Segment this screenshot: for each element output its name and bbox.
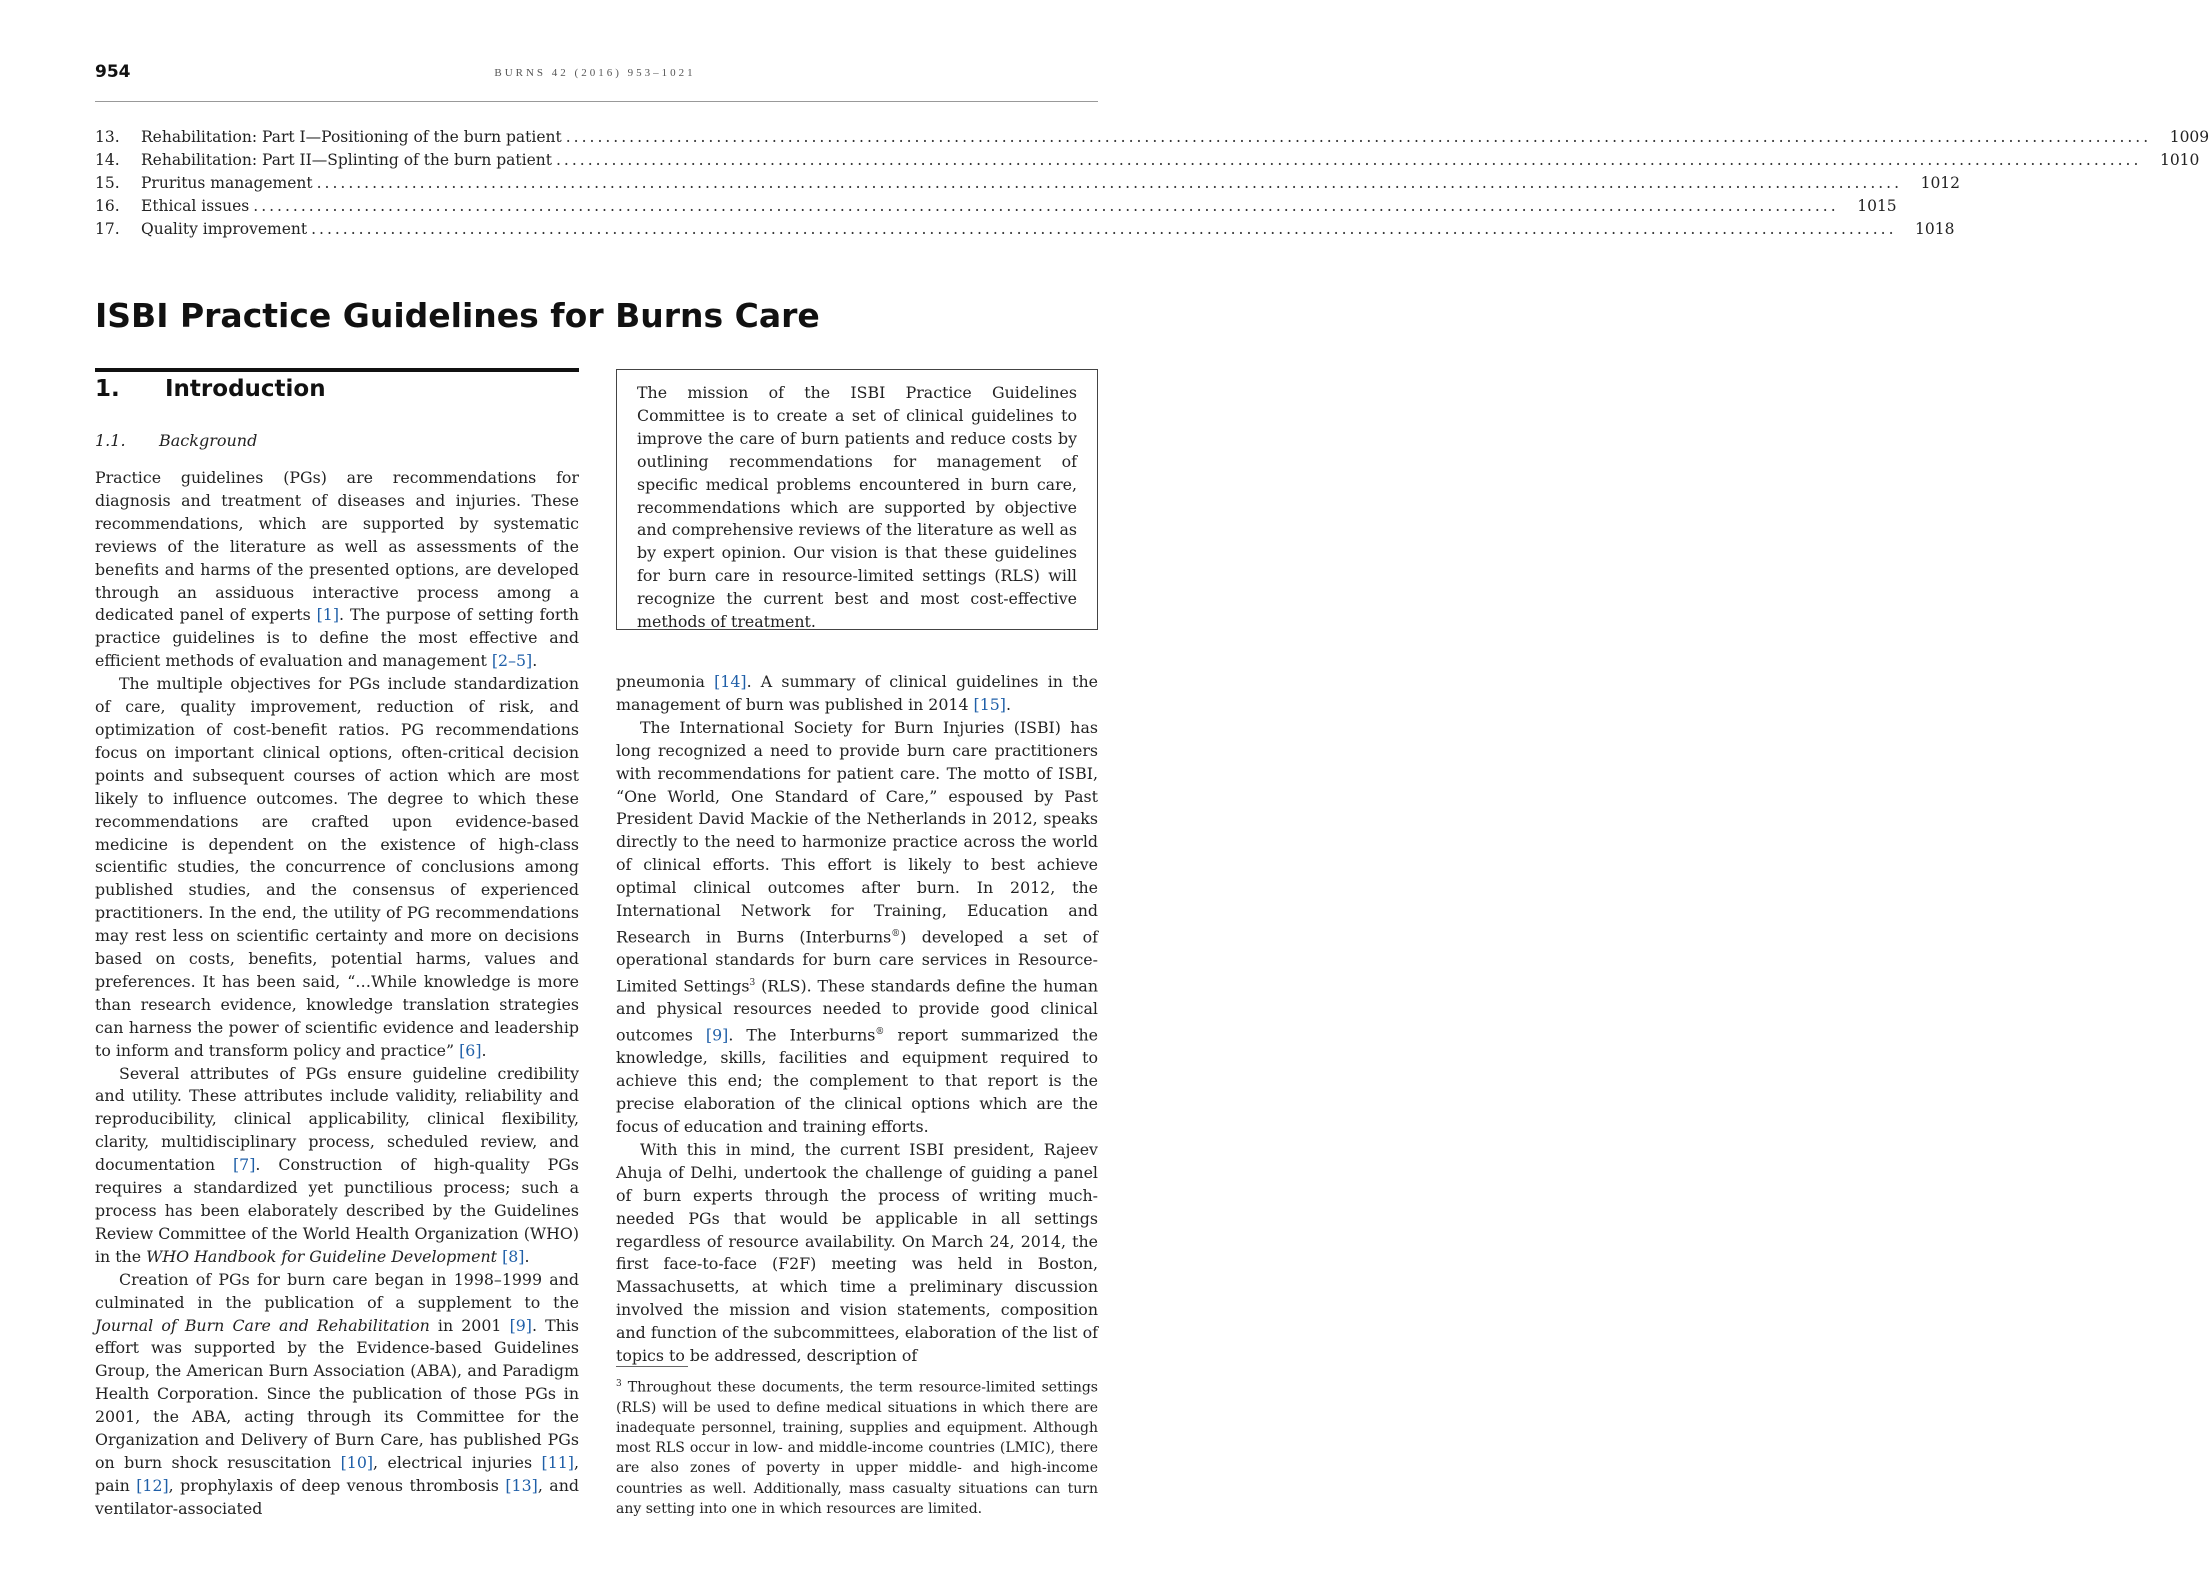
italic-text: Journal of Burn Care and Rehabilitation bbox=[95, 1315, 430, 1335]
toc-title: Quality improvement bbox=[141, 220, 308, 238]
toc-leader-dots: ........................................................................................................................................................................................................ bbox=[253, 197, 1839, 215]
toc-title: Rehabilitation: Part I—Positioning of the burn patient bbox=[141, 128, 562, 146]
body-paragraph bbox=[95, 1269, 579, 1521]
citation-link[interactable]: [2–5] bbox=[491, 651, 533, 671]
text-run: The International Society for Burn Injuries (ISBI) has long recognized a need to provide burn care practitioners with recommendations for patient care. The motto of ISBI, “One World, One Standard of Care,” espoused by Past President David Mackie of the Netherlands in 2012, speaks directly to the need to harmonize practice across the world of clinical efforts. This effort is likely to best achieve optimal clinical outcomes after burn. In 2012, the International Network for Training, Education and Research in Burns (Interburns bbox=[616, 717, 1098, 947]
text-run: Several attributes of PGs ensure guideline credibility and utility. These attributes include validity, reliability and reproducibility, clinical applicability, clinical flexibility, clarity, multidisciplinary process, scheduled review, and documentation bbox=[95, 1063, 579, 1175]
text-run: The multiple objectives for PGs include standardization of care, quality improvement, reduction of risk, and optimization of cost-benefit ratios. PG recommendations focus on important clinical options, often-critical decision points and subsequent courses of action which are most likely to influence outcomes. The degree to which these recommendations are crafted upon evidence-based medicine is dependent on the existence of high-class scientific studies, the concurrence of conclusions among published studies, and the consensus of experienced practitioners. In the end, the utility of PG recommendations may rest less on scientific certainty and more on decisions based on costs, benefits, potential harms, values and preferences. It has been said, “…While knowledge is more than research evidence, knowledge translation strategies can harness the power of scientific evidence and leadership to inform and transform policy and practice” bbox=[95, 674, 579, 1060]
body-paragraph bbox=[95, 467, 579, 673]
text-run: . The Interburns bbox=[728, 1025, 876, 1045]
text-run: , and ventilator-associated bbox=[95, 1475, 580, 1518]
subsection-title: Background bbox=[159, 431, 258, 450]
text-run: . bbox=[532, 651, 538, 671]
right-column-body bbox=[616, 671, 1098, 1368]
subsection-number: 1.1. bbox=[95, 431, 126, 450]
text-run: . Construction of high-quality PGs requires a standardized yet punctilious process; such a process has been elaborately described by the Guidelines Review Committee of the World Health Organization (WHO) in the bbox=[95, 1155, 579, 1266]
toc-leader-dots: ........................................................................................................................................................................................................ bbox=[556, 151, 2142, 169]
toc-title: Ethical issues bbox=[141, 197, 250, 215]
mission-statement-box: The mission of the ISBI Practice Guidelines Committee is to create a set of clinical guidelines to improve the care of burn patients and reduce costs by outlining recommendations for management of specific medical problems encountered in burn care, recommendations which are supported by objective and comprehensive reviews of the literature as well as by expert opinion. Our vision is that these guidelines for burn care in resource-limited settings (RLS) will recognize the current best and most cost-effective methods of treatment. bbox=[616, 369, 1098, 630]
text-run: , pain bbox=[95, 1452, 580, 1495]
citation-link[interactable]: [14] bbox=[714, 672, 747, 691]
toc-number: 15. bbox=[95, 174, 120, 192]
section-number: 1. bbox=[95, 376, 120, 402]
toc-page-number: 1012 bbox=[1920, 174, 1961, 192]
text-run: Creation of PGs for burn care began in 1998–1999 and culminated in the publication of a supplement to the bbox=[95, 1269, 579, 1312]
header-divider bbox=[95, 101, 1098, 102]
footnote bbox=[616, 1374, 1098, 1519]
citation-link[interactable]: [10] bbox=[340, 1452, 374, 1472]
text-run: . A summary of clinical guidelines in the management of burn was published in 2014 bbox=[616, 672, 1098, 714]
footnote-text: Throughout these documents, the term resource-limited settings (RLS) will be used to define medical situations in which there are inadequate personnel, training, supplies and equipment. Although most RLS occur in low- and middle-income countries (LMIC), there are also zones of poverty in upper middle- and high-income countries as well. Additionally, mass casualty situations can turn any setting into one in which resources are limited. bbox=[616, 1379, 1098, 1517]
citation-link[interactable]: [6] bbox=[459, 1040, 482, 1060]
text-run: ) developed a set of operational standards for burn care services in Resource-Limited Settings bbox=[616, 927, 1098, 996]
toc-title: Rehabilitation: Part II—Splinting of the burn patient bbox=[141, 151, 552, 169]
left-column-body bbox=[95, 467, 579, 1521]
citation-link[interactable]: [13] bbox=[505, 1475, 538, 1495]
toc-page-number: 1010 bbox=[2159, 151, 2200, 169]
section-heading bbox=[95, 376, 326, 402]
superscript: 3 bbox=[749, 978, 756, 989]
toc-leader-dots: ........................................................................................................................................................................................................ bbox=[316, 174, 1903, 192]
italic-text: WHO Handbook for Guideline Development bbox=[146, 1246, 498, 1266]
text-run: . The purpose of setting forth practice guidelines is to define the most effective and efficient methods of evaluation and management bbox=[95, 605, 579, 671]
text-run: . bbox=[1005, 694, 1012, 714]
citation-link[interactable]: [12] bbox=[136, 1475, 169, 1495]
body-paragraph bbox=[95, 673, 579, 1062]
citation-link[interactable]: [9] bbox=[705, 1025, 729, 1045]
toc-page-number: 1009 bbox=[2169, 128, 2209, 146]
citation-link[interactable]: [15] bbox=[973, 694, 1006, 714]
body-paragraph bbox=[616, 671, 1098, 717]
toc-number: 14. bbox=[95, 151, 120, 169]
toc-leader-dots: ........................................................................................................................................................................................................ bbox=[565, 128, 2152, 146]
text-run: (RLS). These standards define the human and physical resources needed to provide good clinical outcomes bbox=[616, 976, 1098, 1045]
text-run: pneumonia bbox=[616, 672, 715, 691]
citation-link[interactable]: [8] bbox=[502, 1246, 525, 1266]
text-run: , prophylaxis of deep venous thrombosis bbox=[168, 1475, 506, 1495]
body-paragraph bbox=[616, 1139, 1098, 1368]
body-paragraph bbox=[616, 717, 1098, 1139]
toc-page-number: 1018 bbox=[1915, 220, 1955, 238]
toc-entry[interactable] bbox=[95, 151, 2200, 174]
table-of-contents bbox=[95, 128, 2209, 243]
toc-leader-dots: ........................................................................................................................................................................................................ bbox=[311, 220, 1897, 238]
toc-number: 17. bbox=[95, 220, 120, 238]
text-run: Practice guidelines (PGs) are recommendations for diagnosis and treatment of diseases and injuries. These recommendations, which are supported by systematic reviews of the literature as well as assessments of the benefits and harms of the presented options, are developed through an assiduous interactive process among a dedicated panel of experts bbox=[95, 468, 579, 625]
toc-number: 13. bbox=[95, 128, 120, 146]
superscript: ® bbox=[891, 928, 901, 939]
citation-link[interactable]: [11] bbox=[541, 1452, 574, 1472]
toc-number: 16. bbox=[95, 197, 120, 215]
citation-link[interactable]: [7] bbox=[233, 1155, 256, 1175]
footnote-divider bbox=[616, 1366, 688, 1367]
text-run: in 2001 bbox=[429, 1315, 510, 1335]
subsection-heading bbox=[95, 431, 257, 450]
citation-link[interactable]: [9] bbox=[509, 1315, 532, 1335]
section-title: Introduction bbox=[165, 376, 326, 402]
toc-entry[interactable] bbox=[95, 174, 1961, 197]
page-number: 954 bbox=[95, 62, 131, 82]
text-run: , electrical injuries bbox=[373, 1452, 542, 1472]
superscript: ® bbox=[875, 1027, 885, 1038]
text-run: . bbox=[524, 1246, 530, 1266]
footnote-mark: 3 bbox=[616, 1379, 622, 1389]
text-run: With this in mind, the current ISBI president, Rajeev Ahuja of Delhi, undertook the challenge of guiding a panel of burn experts through the process of writing much-needed PGs that would be applicable in all settings regardless of resource availability. On March 24, 2014, the first face-to-face (F2F) meeting was held in Boston, Massachusetts, at which time a preliminary discussion involved the mission and vision statements, composition and function of the subcommittees, elaboration of the list of topics to be addressed, description of bbox=[616, 1139, 1098, 1366]
text-run: . This effort was supported by the Evidence-based Guidelines Group, the American Burn Association (ABA), and Paradigm Health Corporation. Since the publication of those PGs in 2001, the ABA, acting through its Committee for the Organization and Delivery of Burn Care, has published PGs on burn shock resuscitation bbox=[95, 1315, 580, 1472]
section-divider bbox=[95, 368, 579, 372]
article-title: ISBI Practice Guidelines for Burns Care bbox=[95, 296, 820, 335]
running-head: BURNS 42 (2016) 953–1021 bbox=[494, 67, 696, 79]
toc-title: Pruritus management bbox=[141, 174, 313, 192]
citation-link[interactable]: [1] bbox=[316, 605, 340, 625]
toc-page-number: 1015 bbox=[1857, 197, 1897, 215]
body-paragraph bbox=[95, 1063, 579, 1269]
toc-entry[interactable] bbox=[95, 220, 1955, 243]
text-run: report summarized the knowledge, skills, facilities and equipment required to achieve this end; the complement to that report is the precise elaboration of the clinical options which are the focus of education and training efforts. bbox=[616, 1025, 1098, 1137]
text-run: . bbox=[481, 1040, 487, 1060]
toc-entry[interactable] bbox=[95, 128, 2209, 151]
toc-entry[interactable] bbox=[95, 197, 1897, 220]
